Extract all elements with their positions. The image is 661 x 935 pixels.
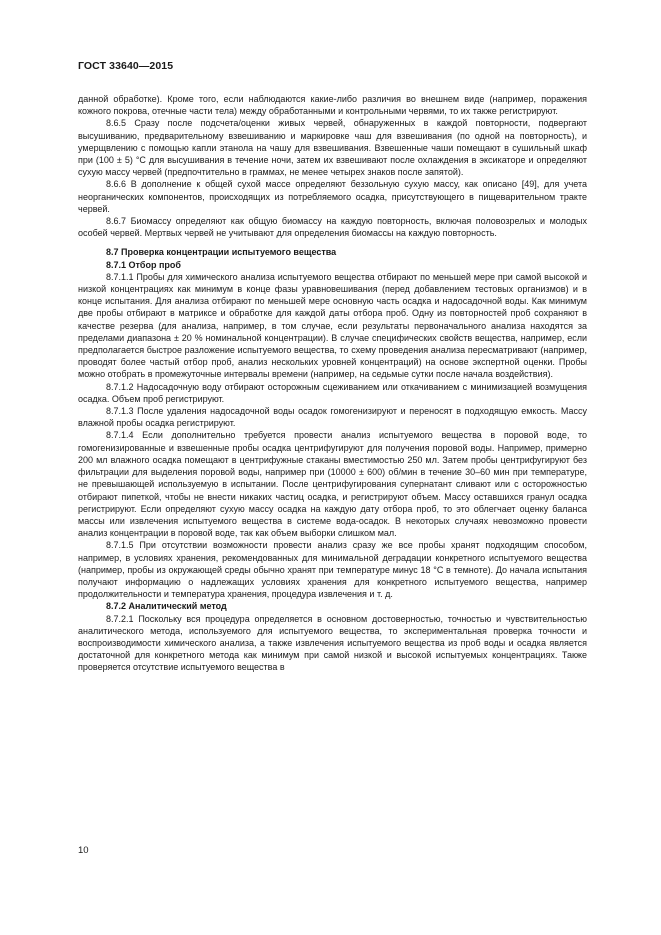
page-number: 10: [78, 845, 89, 856]
paragraph-8-7-1-5: 8.7.1.5 При отсутствии возможности провести анализ сразу же все пробы хранят подходящим способом, например, в условиях хранения, рекомендованных для минимальной деградации конкретного испытуемого вещества (например, пробы из окружающей среды обычно хранят при температуре минус 18 °С в темноте). До начала испытания получают информацию о надлежащих условиях хранения для конкретного испытуемого вещества, например продолжительности и температура хранения, процедура извлечения и т. д.: [78, 540, 587, 600]
paragraph-8-7-1-4: 8.7.1.4 Если дополнительно требуется провести анализ испытуемого вещества в поровой воде, то гомогенизированные и взвешенные пробы осадка центрифугируют для получения поровой воды. Например, примерно 200 мл влажного осадка помещают в центрифужные стаканы вместимостью 250 мл. Затем пробы центрифугируют без фильтрации для выделения поровой воды, например при (10000 ± 600) об/мин в течение 30–60 мин при температуре, не превышающей используемую в испытании. После центрифугирования супернатант сливают или с осторожностью отбирают пипеткой, чтобы не внести никаких частиц осадка, и регистрируют объем. Массу оставшихся гранул осадка регистрируют. Если определяют сухую массу осадка на каждую дату отбора проб, то это облегчает оценку баланса массы или извлечения испытуемого вещества в системе вода-осадок. В некоторых случаях невозможно провести анализ концентрации в поровой воде, так как объем выборки слишком мал.: [78, 430, 587, 539]
paragraph-8-7-1-3: 8.7.1.3 После удаления надосадочной воды осадок гомогенизируют и переносят в подходящую емкость. Массу влажной пробы осадка регистрируют.: [78, 406, 587, 429]
paragraph-8-7-2-1: 8.7.2.1 Поскольку вся процедура определяется в основном достоверностью, точностью и чувствительностью аналитического метода, используемого для испытуемого вещества, то экспериментальная проверка точности и воспроизводимости химического анализа, а также извлечения испытуемого вещества из проб воды и осадка является достаточной для конкретного метода как минимум при самой низкой и высокой испытуемых концентрациях. Также проверяется отсутствие испытуемого вещества в: [78, 613, 587, 673]
section-heading-8-7: 8.7 Проверка концентрации испытуемого вещества: [106, 247, 337, 258]
document-header: ГОСТ 33640—2015: [78, 60, 174, 72]
subsection-heading-8-7-1: 8.7.1 Отбор проб: [106, 259, 181, 270]
paragraph-8-7-1-2: 8.7.1.2 Надосадочную воду отбирают осторожным сцеживанием или откачиванием с минимизацией возмущения осадка. Объем проб регистрируют.: [78, 381, 587, 404]
paragraph-8-6-5: 8.6.5 Сразу после подсчета/оценки живых червей, обнаруженных в каждой повторности, подвергают высушиванию, предварительному взвешиванию и маркировке чаш для взвешивания (по одной на повторность), и умерщвлению с помощью капли этанола на чашу для взвешивания. Взвешенные чаши помещают в сушильный шкаф при (100 ± 5) °С для высушивания в течение ночи, затем их взвешивают после охлаждения в эксикаторе и определяют сухую массу червей (предпочтительно в граммах, не менее четырех знаков после запятой).: [78, 118, 587, 178]
paragraph-continuation: данной обработке). Кроме того, если наблюдаются какие-либо различия во внешнем виде (например, поражения кожного покрова, отечные части тела) между обработанными и контрольными червями, то их также регистрируют.: [78, 94, 587, 117]
paragraph-8-6-7: 8.6.7 Биомассу определяют как общую биомассу на каждую повторность, включая половозрелых и молодых особей червей. Мертвых червей не учитывают для определения биомассы на каждую повторность.: [78, 216, 587, 239]
document-body: [78, 93, 587, 674]
paragraph-8-6-6: 8.6.6 В дополнение к общей сухой массе определяют беззольную сухую массу, как описано [49], для учета неорганических компонентов, происходящих из потребляемого осадка, присутствующего в пищеварительном тракте червей.: [78, 179, 587, 214]
paragraph-8-7-1-1: 8.7.1.1 Пробы для химического анализа испытуемого вещества отбирают по меньшей мере при самой высокой и низкой концентрациях как минимум в конце фазы уравновешивания (перед добавлением тестовых организмов) и в конце испытания. Для анализа отбирают по меньшей мере основную часть осадка и надосадочной воды. Как минимум две пробы отбирают в матриксе и обработке для каждой даты отбора проб. Одну из повторностей проб сохраняют в качестве резерва (для анализа, например, в том случае, если результаты первоначального анализа находятся за пределами диапазона ± 20 % номинальной концентрации). В случае специфических свойств вещества, например, если предполагается быстрое разложение испытуемого вещества, то схему проведения анализа пересматривают (например, проводят более частый отбор проб, анализ нескольких уровней концентраций) на основе экспертной оценки. Пробы можно отобрать в промежуточные интервалы времени (например, на седьмые сутки после начала воздействия).: [78, 271, 587, 380]
subsection-heading-8-7-2: 8.7.2 Аналитический метод: [106, 601, 227, 612]
